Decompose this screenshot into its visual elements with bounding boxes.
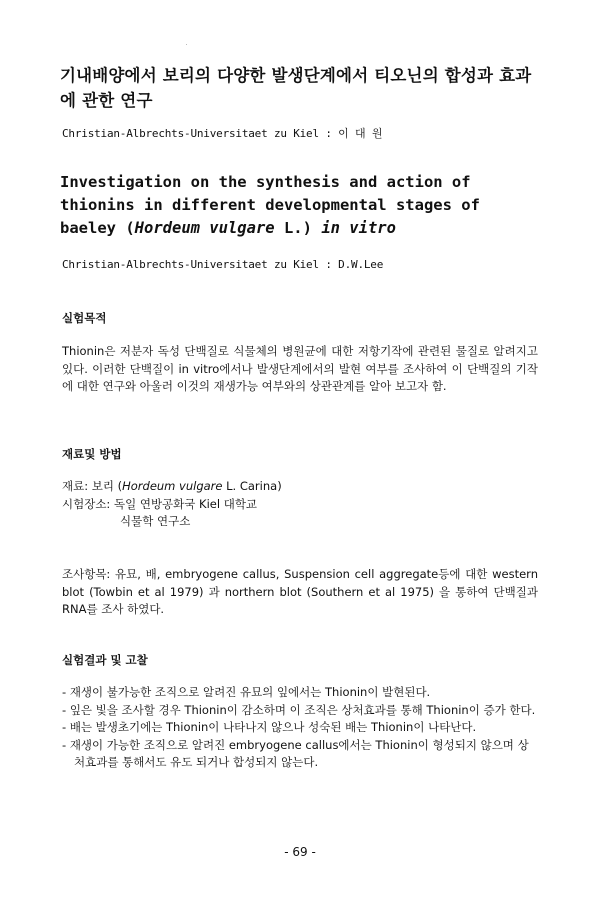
material-species: Hordeum vulgare xyxy=(122,479,223,493)
english-title-middle: L.) xyxy=(274,219,322,237)
site-line-2: 식물학 연구소 xyxy=(120,514,191,528)
affiliation-korean: Christian-Albrechts-Universitaet zu Kiel : 이 대 원 xyxy=(62,127,383,140)
section-heading-results: 실험결과 및 고찰 xyxy=(62,653,148,667)
material-line: 재료: 보리 (Hordeum vulgare L. Carina) xyxy=(62,479,282,493)
page-number: - 69 - xyxy=(284,845,316,859)
english-title-species: Hordeum vulgare xyxy=(134,219,275,237)
survey-paragraph: 조사항목: 유묘, 배, embryogene callus, Suspension cell aggregate등에 대한 western blot (Towbin et al 1979) 과 northern blot (Southern et al 1975) 을 통하여 단백질과 RNA를 조사 하였다. xyxy=(62,567,538,616)
affiliation-english: Christian-Albrechts-Universitaet zu Kiel : D.W.Lee xyxy=(62,258,384,271)
materials-block xyxy=(62,478,282,531)
english-title xyxy=(60,171,540,240)
results-list xyxy=(62,684,538,772)
result-item: - 재생이 가능한 조직으로 알려진 embryogene callus에서는 Thionin이 형성되지 않으며 상처효과를 통해서도 유도 되거나 합성되지 않는다. xyxy=(62,737,538,772)
english-title-invitro: in vitro xyxy=(321,219,396,237)
result-item: - 배는 발생초기에는 Thionin이 나타나지 않으나 성숙된 배는 Thionin이 나타난다. xyxy=(62,719,538,737)
korean-title: 기내배양에서 보리의 다양한 발생단계에서 티오닌의 합성과 효과에 관한 연구 xyxy=(60,66,532,110)
objective-paragraph: Thionin은 저분자 독성 단백질로 식물체의 병원균에 대한 저항기작에 관련된 물질로 알려지고 있다. 이러한 단백질이 in vitro에서나 발생단계에서의 발현 여부를 조사하여 이 단백질의 기작에 대한 연구와 아울러 이것의 재생가능 여부와의 상관관계를 알아 보고자 함. xyxy=(62,344,538,393)
section-heading-objective: 실험목적 xyxy=(62,311,107,325)
site-line: 시험장소: 독일 연방공화국 Kiel 대학교 xyxy=(62,496,258,511)
section-heading-methods: 재료및 방법 xyxy=(62,447,122,461)
english-title-prefix: Investigation on the synthesis and action of thionins in different developmental stages of baeley ( xyxy=(60,173,480,237)
scan-speck xyxy=(186,44,187,45)
result-item: - 잎은 빛을 조사할 경우 Thionin이 감소하며 이 조직은 상처효과를 통해 Thionin이 증가 한다. xyxy=(62,702,538,720)
result-item: - 재생이 불가능한 조직으로 알려진 유묘의 잎에서는 Thionin이 발현된다. xyxy=(62,684,538,702)
